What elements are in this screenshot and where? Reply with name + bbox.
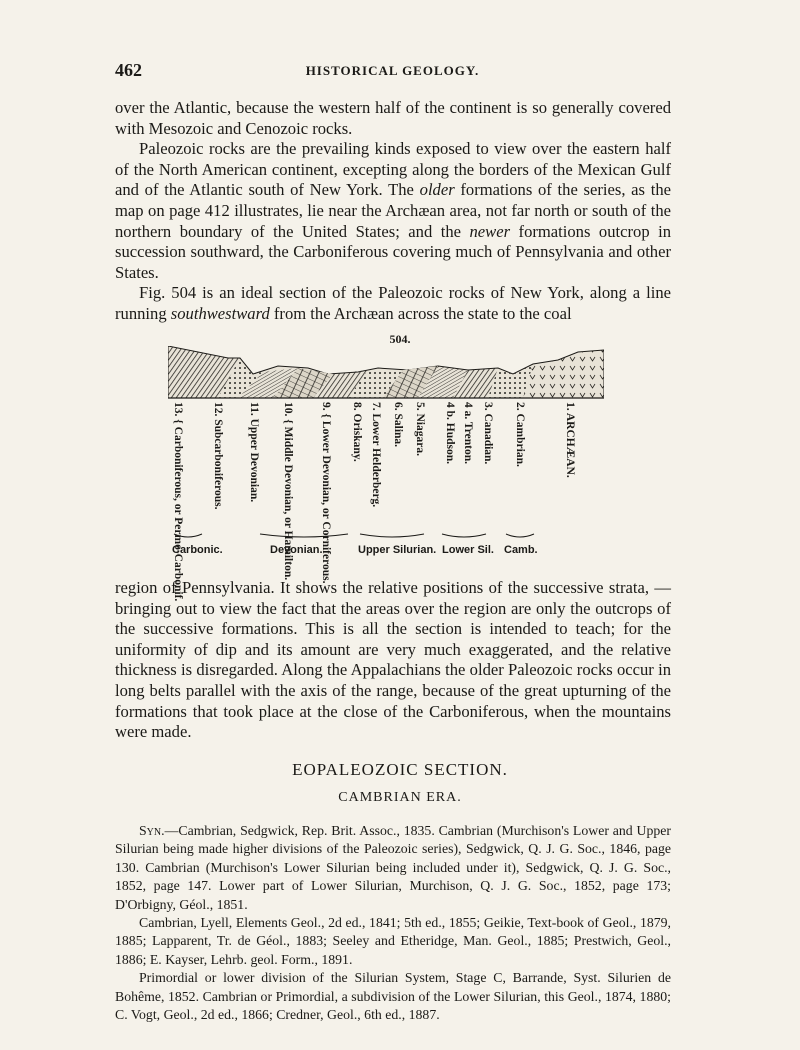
page-number: 462: [115, 60, 142, 80]
section-title: EOPALEOZOIC SECTION.: [292, 760, 508, 779]
strata-label-4b: 4 b. Hudson.: [444, 402, 456, 465]
geological-section-figure: [168, 346, 604, 602]
group-label-carbonic: Carbonic.: [172, 544, 223, 556]
strata-label-3: 3. Canadian.: [482, 402, 494, 465]
page-header: [115, 60, 670, 84]
strata-label-13: 13. { Carboniferous, or Permo-Carbonif.: [172, 402, 184, 602]
strata-label-12: 12. Subcarboniferous.: [212, 402, 224, 510]
running-title: HISTORICAL GEOLOGY.: [305, 63, 480, 78]
era-title: CAMBRIAN ERA.: [338, 790, 462, 805]
group-brace-devonian: [260, 534, 348, 537]
strata-label-9: 9. { Lower Devonian, or Corniferous.: [320, 402, 332, 584]
strata-cross-section: [168, 346, 604, 560]
strata-label-10: 10. { Middle Devonian, or Hamilton.: [282, 402, 294, 581]
group-label-cambrian: Camb.: [504, 544, 538, 556]
strata-label-11: 11. Upper Devonian.: [248, 402, 260, 503]
group-brace-cambrian: [506, 534, 534, 537]
paragraph-2: Paleozoic rocks are the prevailing kinds exposed to view over the eastern half of the North American continent, excepting along the borders of the Mexican Gulf and of the Atlantic south of New York. The older formations of the series, as the map on page 412 illustrates, lie near the Archæan area, not far north or south of the northern boundary of the United States; and the newer formations outcrop in succession southward, the Carboniferous covering much of Pennsylvania and other States.: [115, 139, 672, 282]
strata-label-8: 8. Oriskany.: [351, 402, 363, 462]
synonymy-paragraph-2: Cambrian, Lyell, Elements Geol., 2d ed., 1841; 5th ed., 1855; Geikie, Text-book of Geol., 1879, 1885; Lapparent, Tr. de Géol., 1883; Seeley and Etheridge, Man. Geol., 1885; Prestwich, Geol., 1886; E. Kayser, Lehrb. geol. Form., 1891.: [115, 915, 671, 967]
group-label-devonian: Devonian.: [270, 544, 323, 556]
strata-label-2: 2. Cambrian.: [514, 402, 526, 467]
strata-label-4a: 4 a. Trenton.: [462, 402, 474, 464]
paragraph-3: Fig. 504 is an ideal section of the Paleozoic rocks of New York, along a line running southwestward from the Archæan across the state to the coal: [115, 283, 671, 323]
paragraph-4: region of Pennsylvania. It shows the relative positions of the successive strata, —bringing out to view the fact that the areas over the region are only the outcrops of the successive formations. This is all the section is intended to teach; for the uniformity of dip and its amount are very much exaggerated, and the relative thickness is disregarded. Along the Appalachians the older Paleozoic rocks occur in long belts parallel with the axis of the range, because of the great upturning of the formations that took place at the close of the Carboniferous, when the mountains were made.: [115, 578, 671, 742]
body-text-top: [115, 98, 671, 325]
synonymy-label: Syn.: [139, 823, 165, 838]
group-label-upper-silurian: Upper Silurian.: [358, 544, 437, 556]
synonymy-paragraph-3: Primordial or lower division of the Silurian System, Stage C, Barrande, Syst. Silurien de Bohême, 1852. Cambrian or Primordial, a subdivision of the Lower Silurian, this Geol., 1874, 1880; C. Vogt, Geol., 2d ed., 1866; Credner, Geol., 6th ed., 1887.: [115, 970, 671, 1023]
synonymy-paragraph-1: Syn.—Cambrian, Sedgwick, Rep. Brit. Assoc., 1835. Cambrian (Murchison's Lower and Upper Silurian being made higher divisions of the Paleozoic series), Sedgwick, Q. J. G. Soc., 1846, page 130. Cambrian (Murchison's Lower Silurian being included under it), Sedgwick, Q. J. G. Soc., 1852, page 147. Lower part of Lower Silurian, Murchison, Q. J. G. Soc., 1852, page 173; D'Orbigny, Géol., 1851.: [115, 823, 671, 912]
group-label-lower-silurian: Lower Sil.: [442, 544, 494, 556]
strata-label-5: 5. Niagara.: [414, 402, 426, 456]
body-text-bottom: [115, 578, 671, 743]
strata-label-7: 7. Lower Helderberg.: [370, 402, 382, 508]
strata-label-1: 1. ARCHÆAN.: [564, 402, 576, 478]
figure-number: 504.: [389, 332, 411, 346]
synonymy-block: [115, 822, 671, 1024]
paragraph-1: over the Atlantic, because the western half of the continent is so generally covered with Mesozoic and Cenozoic rocks.: [115, 98, 671, 138]
strata-label-6: 6. Salina.: [392, 402, 404, 448]
group-brace-lower-silurian: [442, 534, 486, 537]
group-brace-upper-silurian: [360, 534, 424, 537]
